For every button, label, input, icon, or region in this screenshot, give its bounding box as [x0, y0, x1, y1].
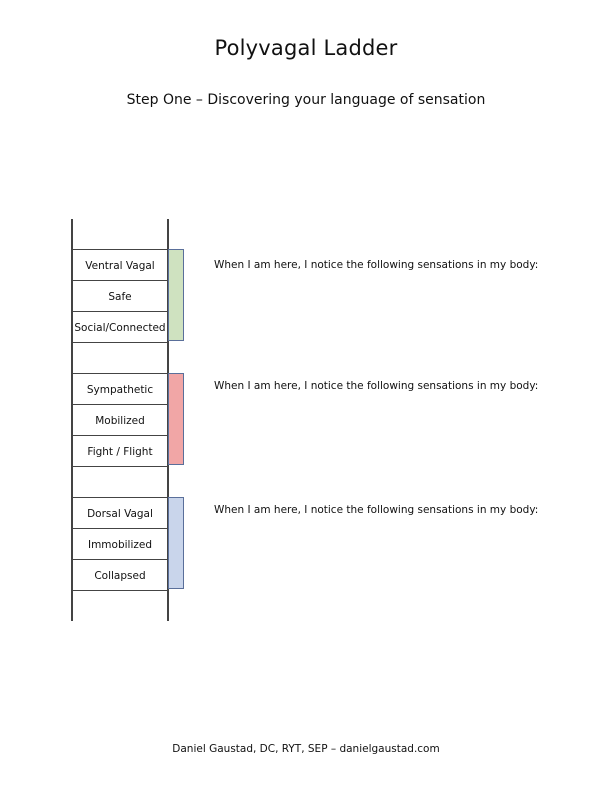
- rung-label-immobilized: Immobilized: [87, 538, 153, 551]
- footer-credit: Daniel Gaustad, DC, RYT, SEP – danielgaustad.com: [172, 743, 440, 755]
- sympathetic-sensation-prompt: When I am here, I notice the following sensations in my body:: [214, 380, 539, 392]
- sympathetic-zone-bar: [168, 373, 184, 465]
- rung-label-ventral-vagal: Ventral Vagal: [85, 259, 155, 272]
- rung-label-collapsed: Collapsed: [94, 569, 146, 582]
- rung-label-mobilized: Mobilized: [95, 414, 145, 427]
- dorsal-vagal-sensation-prompt: When I am here, I notice the following sensations in my body:: [214, 504, 539, 516]
- page-title: Polyvagal Ladder: [214, 36, 398, 60]
- dorsal-vagal-zone-bar: [168, 497, 184, 589]
- rung-label-safe: Safe: [108, 290, 132, 303]
- rung-label-social-connected: Social/Connected: [74, 321, 166, 334]
- rung-label-sympathetic: Sympathetic: [86, 383, 154, 396]
- page-subtitle: Step One – Discovering your language of sensation: [126, 92, 486, 108]
- rung-label-fight-flight: Fight / Flight: [87, 445, 153, 458]
- ventral-vagal-zone-bar: [168, 249, 184, 341]
- ventral-vagal-sensation-prompt: When I am here, I notice the following sensations in my body:: [214, 259, 539, 271]
- rung-label-dorsal-vagal: Dorsal Vagal: [87, 507, 153, 520]
